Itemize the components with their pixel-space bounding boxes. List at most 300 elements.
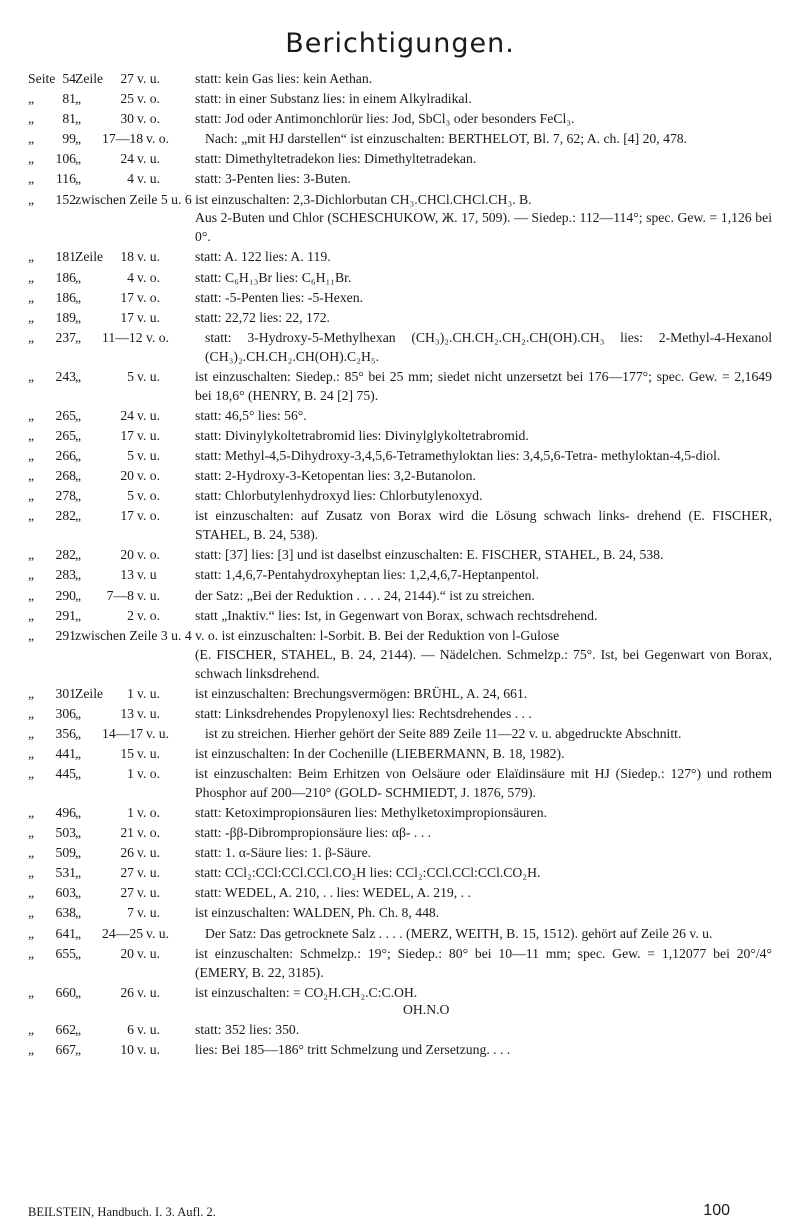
correction-entry: [0, 607, 800, 626]
correction-entry: [0, 925, 800, 944]
seite-label: [28, 447, 76, 466]
correction-text: statt: Chlorbutylenhydroxyd lies: Chlorbutylenoxyd.: [195, 488, 483, 504]
seite-word: „: [28, 845, 35, 861]
seite-word: „: [28, 131, 35, 147]
page-ref: 441: [55, 745, 76, 761]
seite-word: „: [28, 448, 35, 464]
correction-text: statt: Divinylykoltetrabromid lies: Divinylglykoltetrabromid.: [195, 427, 529, 443]
seite-label: [28, 804, 76, 823]
zeile-label: „: [75, 725, 82, 741]
seite-word: „: [28, 745, 35, 761]
correction-entry: [0, 248, 800, 267]
line-ref: 30: [120, 111, 134, 127]
formula-line: OH.N.O: [403, 1001, 450, 1017]
page-number: 100: [703, 1202, 730, 1219]
correction-text: statt: -5-Penten lies: -5-Hexen.: [195, 289, 364, 305]
seite-word: „: [28, 427, 35, 443]
correction-text: statt: 22,72 lies: 22, 172.: [195, 309, 330, 325]
correction-text: ist einzuschalten: = CO₂H.CH₂.C:C.OH.: [195, 984, 418, 1000]
seite-label: [28, 507, 76, 526]
zeile-label: „: [75, 984, 82, 1000]
correction-entry: [0, 427, 800, 446]
seite-label: [28, 309, 76, 328]
correction-entry: [0, 884, 800, 903]
correction-text: statt: A. 122 lies: A. 119.: [195, 249, 331, 265]
position-ref: v. u.: [137, 309, 161, 325]
zeile-label: „: [75, 804, 82, 820]
zeile-label: „: [75, 905, 82, 921]
correction-entry: [0, 191, 800, 248]
correction-entry: [0, 765, 800, 803]
seite-word: „: [28, 329, 35, 345]
line-ref: 5: [127, 488, 134, 504]
position-ref: v. u.: [137, 945, 161, 961]
seite-word: „: [28, 547, 35, 563]
line-ref: 27: [120, 71, 134, 86]
page-ref: 54: [62, 71, 76, 86]
zeile-label: „: [75, 151, 82, 167]
line-ref: 1: [127, 804, 134, 820]
page-ref: 667: [55, 1041, 76, 1057]
seite-label: [28, 487, 76, 506]
correction-entry: [0, 587, 800, 606]
seite-word: „: [28, 607, 35, 623]
seite-word: „: [28, 945, 35, 961]
seite-word: „: [28, 804, 35, 820]
zeile-label: „: [75, 1041, 82, 1057]
correction-entry: [0, 725, 800, 744]
seite-word: „: [28, 725, 35, 741]
zeile-label: „: [75, 1021, 82, 1037]
position-ref: v. u: [137, 567, 157, 583]
line-ref: 15: [120, 745, 134, 761]
page-ref: 265: [55, 407, 76, 423]
correction-text: statt: kein Gas lies: kein Aethan.: [195, 71, 373, 86]
zeile-label: „: [75, 885, 82, 901]
seite-label: [28, 844, 76, 863]
zeile-label: „: [75, 845, 82, 861]
seite-word: „: [28, 407, 35, 423]
zeile-label: „: [75, 427, 82, 443]
page-ref: 99: [62, 131, 76, 147]
position-ref: v. o.: [137, 547, 161, 563]
line-ref: 27: [120, 885, 134, 901]
correction-entry: [0, 309, 800, 328]
seite-label: [28, 925, 76, 944]
line-ref: 11—12: [102, 329, 143, 345]
correction-entry: [0, 984, 800, 1020]
seite-word: „: [28, 925, 35, 941]
correction-text: ist einzuschalten: Schmelzp.: 19°; Siedep.: 80° bei 10—11 mm; spec. Gew. = 1,12077 bei 20°/4° (EMERY, B. 22, 3185).: [195, 945, 772, 980]
line-ref: 6: [127, 1021, 134, 1037]
correction-text: statt: 1,4,6,7-Pentahydroxyheptan lies: 1,2,4,6,7-Heptanpentol.: [195, 567, 540, 583]
correction-entry: [0, 824, 800, 843]
seite-word: „: [28, 567, 35, 583]
correction-text: statt: 3-Penten lies: 3-Buten.: [195, 171, 351, 187]
zeile-label: „: [75, 865, 82, 881]
correction-entry: [0, 70, 800, 89]
correction-text: statt: -ββ-Dibrompropionsäure lies: αβ- . . .: [195, 825, 431, 841]
zeile-label: „: [75, 171, 82, 187]
page-ref: 266: [55, 448, 76, 464]
correction-text: statt: [37] lies: [3] und ist daselbst einzuschalten: E. FISCHER, STAHEL, B. 24, 538.: [195, 547, 664, 563]
zeile-label: „: [75, 131, 82, 147]
seite-label: [28, 705, 76, 724]
line-ref: 7: [127, 905, 134, 921]
zeile-label: „: [75, 91, 82, 107]
page-ref: 81: [62, 91, 76, 107]
line-ref: 14—17: [102, 725, 144, 741]
position-ref: v. o.: [137, 825, 161, 841]
line-ref: 5: [127, 368, 134, 384]
continuation-text: (E. FISCHER, STAHEL, B. 24, 2144). — Nädelchen. Schmelzp.: 75°. Ist, bei Gegenwart von Borax, schwach linksdrehend.: [195, 646, 772, 681]
seite-label: [28, 864, 76, 883]
seite-word: „: [28, 765, 35, 781]
footer-reference: BEILSTEIN, Handbuch. I. 3. Aufl. 2.: [28, 1205, 216, 1219]
continuation-text: Aus 2-Buten und Chlor (SCHESCHUKOW, Ж. 17, 509). — Siedep.: 112—114°; spec. Gew. = 1,126 bei 0°.: [195, 210, 772, 245]
zeile-label: „: [75, 945, 82, 961]
zeile-label: „: [75, 329, 82, 345]
correction-text: statt: 46,5° lies: 56°.: [195, 407, 307, 423]
correction-entry: [0, 745, 800, 764]
page-ref: 283: [55, 567, 76, 583]
seite-word: „: [28, 587, 35, 603]
correction-text: statt: Methyl-4,5-Dihydroxy-3,4,5,6-Tetramethyloktan lies: 3,4,5,6-Tetra- methyloktan-4,5-diol.: [195, 448, 721, 464]
zeile-label: „: [75, 925, 82, 941]
seite-label: [28, 904, 76, 923]
seite-label: [28, 685, 76, 704]
line-ref: 26: [120, 984, 134, 1000]
line-ref: 20: [120, 468, 134, 484]
seite-word: „: [28, 249, 35, 265]
position-ref: v. o.: [137, 488, 161, 504]
line-ref: 20: [120, 945, 134, 961]
position-ref: v. u.: [137, 407, 161, 423]
page-ref: 186: [55, 269, 76, 285]
position-ref: v. u.: [137, 745, 161, 761]
seite-word: „: [28, 191, 35, 207]
seite-word: „: [28, 627, 35, 643]
seite-label: [28, 765, 76, 784]
seite-label: [28, 289, 76, 308]
zeile-label: „: [75, 567, 82, 583]
seite-label: [28, 745, 76, 764]
seite-word: „: [28, 508, 35, 524]
insertion-text: zwischen Zeile 3 u. 4 v. o. ist einzuschalten: l-Sorbit. B. Bei der Reduktion von l-Gulose: [75, 627, 560, 643]
seite-label: [28, 150, 76, 169]
correction-entry: [0, 627, 800, 684]
correction-text: statt: Jod oder Antimonchlorür lies: Jod, SbCl₃ oder besonders FeCl₃.: [195, 111, 575, 127]
zeile-label: Zeile: [75, 249, 104, 265]
correction-text: statt: 2-Hydroxy-3-Ketopentan lies: 3,2-Butanolon.: [195, 468, 476, 484]
zeile-label: „: [75, 765, 82, 781]
position-ref: v. u.: [137, 151, 161, 167]
correction-text: statt: C₆H₁₃Br lies: C₆H₁₁Br.: [195, 269, 352, 285]
page-ref: 496: [55, 804, 76, 820]
zeile-label: „: [75, 547, 82, 563]
correction-text: ist einzuschalten: auf Zusatz von Borax wird die Lösung schwach links- drehend (E. FISCHER, STAHEL, B. 24, 538).: [195, 508, 772, 543]
correction-text: statt: Ketoximpropionsäuren lies: Methylketoximpropionsäuren.: [195, 804, 548, 820]
insertion-text: zwischen Zeile 5 u. 6 ist einzuschalten: 2,3-Dichlorbutan CH₃.CHCl.CHCl.CH₃. B.: [75, 191, 532, 207]
page-ref: 152: [55, 191, 76, 207]
seite-word: „: [28, 905, 35, 921]
correction-text: der Satz: „Bei der Reduktion . . . . 24, 2144).“ ist zu streichen.: [195, 587, 535, 603]
correction-entry: [0, 685, 800, 704]
position-ref: v. o.: [137, 765, 161, 781]
position-ref: v. u.: [137, 171, 161, 187]
position-ref: v. u.: [137, 984, 161, 1000]
zeile-label: „: [75, 705, 82, 721]
position-ref: v. o.: [137, 468, 161, 484]
zeile-label: „: [75, 488, 82, 504]
correction-text: statt: Dimethyltetradekon lies: Dimethyltetradekan.: [195, 151, 477, 167]
line-ref: 21: [120, 825, 134, 841]
line-ref: 17: [120, 289, 134, 305]
page-ref: 531: [55, 865, 76, 881]
position-ref: v. u.: [137, 1021, 161, 1037]
page-ref: 445: [55, 765, 76, 781]
page-ref: 181: [55, 249, 76, 265]
correction-entry: [0, 1021, 800, 1040]
zeile-label: „: [75, 587, 82, 603]
page-ref: 503: [55, 825, 76, 841]
page-title: Berichtigungen.: [285, 28, 515, 59]
zeile-label: „: [75, 111, 82, 127]
seite-word: „: [28, 111, 35, 127]
seite-word: „: [28, 1041, 35, 1057]
correction-text: statt: CCl₂:CCl:CCl.CCl.CO₂H lies: CCl₂:CCl.CCl:CCl.CO₂H.: [195, 865, 541, 881]
zeile-label: „: [75, 745, 82, 761]
seite-label: [28, 191, 76, 210]
seite-label: [28, 884, 76, 903]
seite-label: [28, 130, 76, 149]
seite-label: [28, 248, 76, 267]
line-ref: 10: [120, 1041, 134, 1057]
position-ref: v. u.: [137, 865, 161, 881]
position-ref: v. u.: [137, 685, 161, 701]
correction-entry: [0, 945, 800, 983]
seite-word: „: [28, 309, 35, 325]
seite-word: „: [28, 91, 35, 107]
correction-text: statt: 1. α-Säure lies: 1. β-Säure.: [195, 845, 372, 861]
seite-label: [28, 984, 76, 1003]
seite-word: „: [28, 151, 35, 167]
correction-entry: [0, 170, 800, 189]
correction-entry: [0, 368, 800, 406]
correction-entry: [0, 705, 800, 724]
page-ref: 306: [55, 705, 76, 721]
seite-label: [28, 566, 76, 585]
line-ref: 13: [120, 567, 134, 583]
correction-entry: [0, 130, 800, 149]
line-ref: 17: [120, 309, 134, 325]
position-ref: v. u.: [146, 725, 170, 741]
correction-text: statt: in einer Substanz lies: in einem Alkylradikal.: [195, 91, 472, 107]
zeile-label: „: [75, 368, 82, 384]
zeile-label: Zeile: [75, 71, 104, 86]
line-ref: 1: [127, 685, 134, 701]
seite-word: „: [28, 1021, 35, 1037]
seite-word: „: [28, 269, 35, 285]
correction-entry: [0, 1041, 800, 1060]
seite-label: [28, 407, 76, 426]
line-ref: 2: [127, 607, 134, 623]
position-ref: v. u.: [137, 885, 161, 901]
page-ref: 660: [55, 984, 76, 1000]
page-ref: 243: [55, 368, 76, 384]
page-ref: 106: [55, 151, 76, 167]
position-ref: v. o.: [137, 607, 161, 623]
line-ref: 25: [120, 91, 134, 107]
page-ref: 641: [55, 925, 76, 941]
seite-label: [28, 725, 76, 744]
page-ref: 81: [62, 111, 76, 127]
seite-label: [28, 70, 76, 89]
zeile-label: „: [75, 269, 82, 285]
position-ref: v. u.: [137, 845, 161, 861]
seite-label: [28, 1041, 76, 1060]
corrections-list: [0, 70, 800, 1060]
correction-text: statt „Inaktiv.“ lies: Ist, in Gegenwart von Borax, schwach rechtsdrehend.: [195, 607, 598, 623]
position-ref: v. o.: [137, 804, 161, 820]
page-ref: 509: [55, 845, 76, 861]
position-ref: v. u.: [137, 427, 161, 443]
page-ref: 278: [55, 488, 76, 504]
seite-word: „: [28, 885, 35, 901]
seite-word: „: [28, 825, 35, 841]
correction-text: ist einzuschalten: Brechungsvermögen: BRÜHL, A. 24, 661.: [195, 685, 528, 701]
correction-entry: [0, 110, 800, 129]
zeile-label: „: [75, 508, 82, 524]
correction-entry: [0, 804, 800, 823]
zeile-label: „: [75, 289, 82, 305]
correction-entry: [0, 447, 800, 466]
line-ref: 17: [120, 508, 134, 524]
page-ref: 268: [55, 468, 76, 484]
seite-word: „: [28, 488, 35, 504]
correction-entry: [0, 844, 800, 863]
position-ref: v. u.: [137, 705, 161, 721]
line-ref: 5: [127, 448, 134, 464]
correction-entry: [0, 904, 800, 923]
seite-label: [28, 607, 76, 626]
seite-word: „: [28, 289, 35, 305]
line-ref: 7—8: [106, 587, 134, 603]
correction-entry: [0, 507, 800, 545]
line-ref: 20: [120, 547, 134, 563]
correction-text: Nach: „mit HJ darstellen“ ist einzuschalten: BERTHELOT, Bl. 7, 62; A. ch. [4] 20, 478.: [205, 131, 688, 147]
correction-text: Der Satz: Das getrocknete Salz . . . . (MERZ, WEITH, B. 15, 1512). gehört auf Zeile 26 v. u.: [205, 925, 713, 941]
zeile-label: „: [75, 448, 82, 464]
correction-text: ist zu streichen. Hierher gehört der Seite 889 Zeile 11—22 v. u. abgedruckte Abschnitt.: [205, 725, 682, 741]
correction-entry: [0, 487, 800, 506]
page-ref: 290: [55, 587, 76, 603]
position-ref: v. o.: [146, 131, 170, 147]
correction-text: statt: WEDEL, A. 210, . . lies: WEDEL, A. 219, . .: [195, 885, 471, 901]
page-ref: 116: [55, 171, 76, 187]
page-ref: 662: [55, 1021, 76, 1037]
line-ref: 4: [127, 269, 134, 285]
position-ref: v. u.: [137, 368, 161, 384]
correction-entry: [0, 407, 800, 426]
line-ref: 26: [120, 845, 134, 861]
seite-label: [28, 627, 76, 646]
position-ref: v. o.: [146, 329, 170, 345]
seite-word: „: [28, 468, 35, 484]
position-ref: v. u.: [137, 1041, 161, 1057]
position-ref: v. o.: [137, 111, 161, 127]
position-ref: v. u.: [137, 249, 161, 265]
line-ref: 13: [120, 705, 134, 721]
correction-text: statt: 352 lies: 350.: [195, 1021, 300, 1037]
correction-text: statt: Linksdrehendes Propylenoxyl lies: Rechtsdrehendes . . .: [195, 705, 532, 721]
page-ref: 291: [55, 607, 76, 623]
line-ref: 1: [127, 765, 134, 781]
zeile-label: „: [75, 407, 82, 423]
line-ref: 24: [120, 407, 134, 423]
line-ref: 4: [127, 171, 134, 187]
correction-entry: [0, 329, 800, 367]
position-ref: v. o.: [137, 508, 161, 524]
seite-label: [28, 546, 76, 565]
line-ref: 27: [120, 865, 134, 881]
page-ref: 282: [55, 508, 76, 524]
position-ref: v. o.: [137, 91, 161, 107]
position-ref: v. o.: [137, 289, 161, 305]
seite-word: „: [28, 685, 35, 701]
correction-entry: [0, 467, 800, 486]
correction-text: ist einzuschalten: Siedep.: 85° bei 25 mm; siedet nicht unzersetzt bei 176—177°; spec. Gew. = 2,1649 bei 18,6° (HENRY, B. 24 [2] 75).: [195, 368, 772, 403]
seite-label: [28, 945, 76, 964]
seite-word: „: [28, 368, 35, 384]
seite-word: „: [28, 171, 35, 187]
seite-word: „: [28, 705, 35, 721]
correction-text: ist einzuschalten: In der Cochenille (LIEBERMANN, B. 18, 1982).: [195, 745, 565, 761]
correction-text: lies: Bei 185—186° tritt Schmelzung und Zersetzung. . . .: [195, 1041, 511, 1057]
page-ref: 291: [55, 627, 76, 643]
position-ref: v. o.: [137, 269, 161, 285]
seite-label: [28, 170, 76, 189]
position-ref: v. u.: [137, 587, 161, 603]
seite-label: [28, 329, 76, 348]
zeile-label: „: [75, 309, 82, 325]
seite-label: [28, 368, 76, 387]
correction-text: statt: 3-Hydroxy-5-Methylhexan (CH₃)₂.CH.CH₂.CH₂.CH(OH).CH₃ lies: 2-Methyl-4-Hexanol (CH₃)₂.CH.CH₂.CH(OH).C₂H₅.: [205, 329, 772, 364]
page-ref: 603: [55, 885, 76, 901]
line-ref: 18: [120, 249, 134, 265]
page-ref: 189: [55, 309, 76, 325]
correction-entry: [0, 90, 800, 109]
correction-entry: [0, 546, 800, 565]
position-ref: v. u.: [137, 448, 161, 464]
correction-entry: [0, 566, 800, 585]
seite-label: [28, 587, 76, 606]
correction-entry: [0, 289, 800, 308]
correction-entry: [0, 269, 800, 288]
zeile-label: Zeile: [75, 685, 104, 701]
seite-label: [28, 90, 76, 109]
line-ref: 17—18: [102, 131, 144, 147]
zeile-label: „: [75, 825, 82, 841]
line-ref: 24—25: [102, 925, 144, 941]
correction-entry: [0, 864, 800, 883]
page-ref: 638: [55, 905, 76, 921]
seite-word: „: [28, 865, 35, 881]
page-ref: 186: [55, 289, 76, 305]
page-ref: 655: [55, 945, 76, 961]
correction-entry: [0, 150, 800, 169]
seite-label: [28, 427, 76, 446]
